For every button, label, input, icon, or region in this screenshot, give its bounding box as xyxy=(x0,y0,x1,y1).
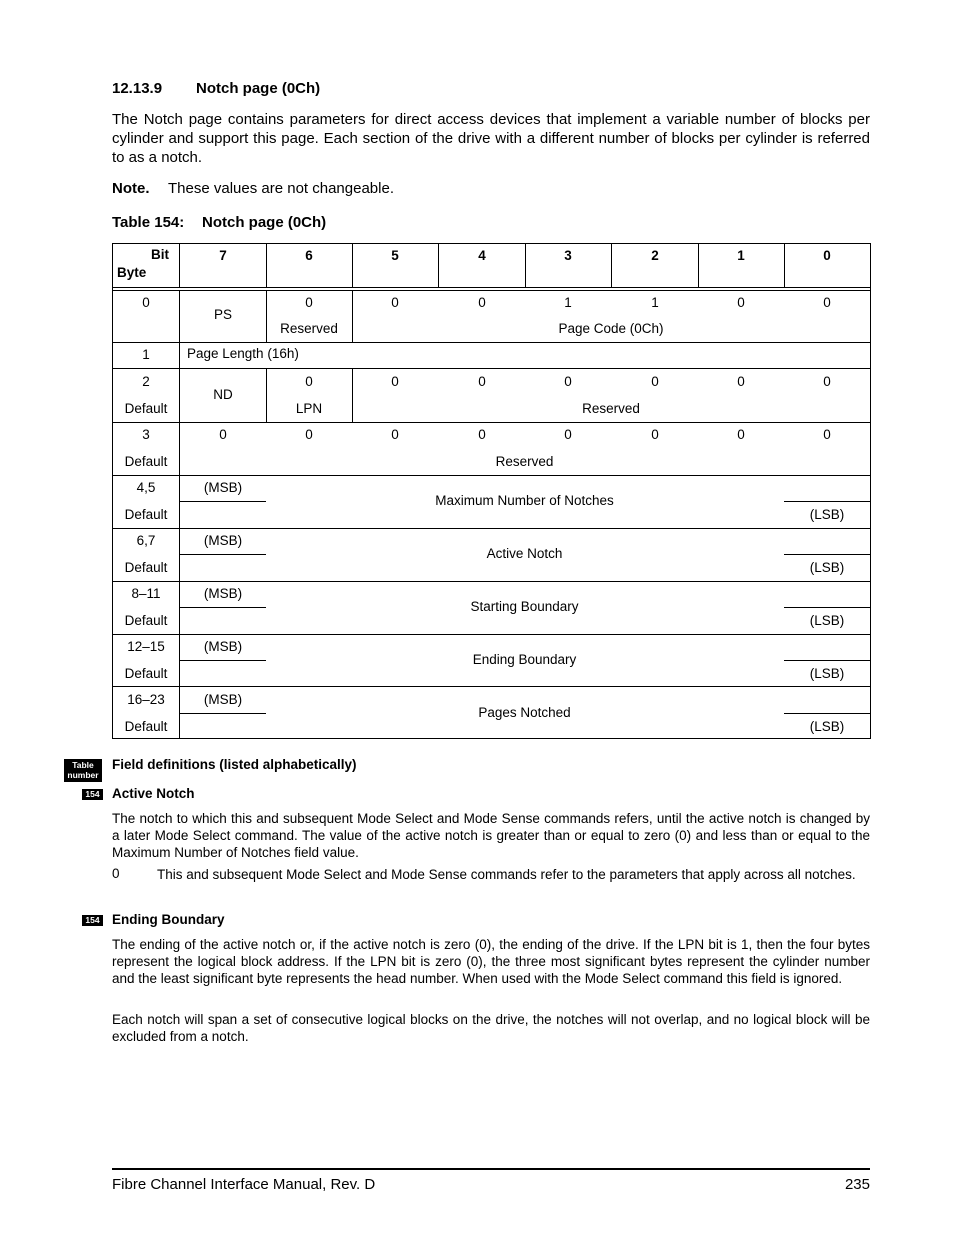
bit-header-7: 7 xyxy=(219,248,227,263)
row3-bit4-value: 0 xyxy=(478,427,486,442)
byte-1: 1 xyxy=(142,347,150,362)
msb-marker: (MSB) xyxy=(203,692,243,707)
bit-header-2: 2 xyxy=(651,248,659,263)
byte-6-7: 6,7 xyxy=(136,533,156,548)
header-bit: Bit xyxy=(151,247,169,262)
table-ref-badge: 154 xyxy=(82,789,103,800)
byte-12-15: 12–15 xyxy=(127,639,165,654)
ending-boundary-description: The ending of the active notch or, if the active notch is zero (0), the ending of the drive. If the LPN bit is 1, then the four bytes represent the logical block address. If the LPN bit is zero (0), the three most significant bytes represent the cylinder number and the least significant byte represents the head number. When used with the Mode Select command this field is ignored. xyxy=(112,937,870,986)
row3-reserved: Reserved xyxy=(495,454,554,469)
lsb-marker: (LSB) xyxy=(809,560,845,575)
byte-3-default: Default xyxy=(124,454,168,469)
row3-bit1-value: 0 xyxy=(737,427,745,442)
section-number: 12.13.9 xyxy=(112,80,163,97)
bit-header-3: 3 xyxy=(564,248,572,263)
row2-bit3-value: 0 xyxy=(564,374,572,389)
byte-2-default: Default xyxy=(124,401,168,416)
table-number-tag-line1: Table xyxy=(72,760,94,770)
field-definitions-title: Field definitions (listed alphabetically) xyxy=(112,757,357,772)
field-name-active-notch: Active Notch xyxy=(112,786,195,801)
msb-marker: (MSB) xyxy=(203,480,243,495)
row0-bit0-value: 0 xyxy=(823,295,831,310)
lsb-marker: (LSB) xyxy=(809,719,845,734)
max-number-of-notches-field: Maximum Number of Notches xyxy=(435,493,614,508)
row0-bit6-value: 0 xyxy=(305,295,313,310)
note-text: These values are not changeable. xyxy=(168,180,394,197)
row2-bit2-value: 0 xyxy=(651,374,659,389)
row2-bit5-value: 0 xyxy=(391,374,399,389)
table-number-tag-line2: number xyxy=(67,770,99,780)
header-byte: Byte xyxy=(117,265,147,280)
byte-0: 0 xyxy=(142,295,150,310)
note-label: Note. xyxy=(112,180,150,197)
row3-bit3-value: 0 xyxy=(564,427,572,442)
starting-boundary-field: Starting Boundary xyxy=(470,599,579,614)
byte-3: 3 xyxy=(142,427,150,442)
row3-bit7-value: 0 xyxy=(219,427,227,442)
table-caption-title: Notch page (0Ch) xyxy=(202,214,327,231)
ending-boundary-description-2: Each notch will span a set of consecutive logical blocks on the drive, the notches will not overlap, and no logical block will be excluded from a notch. xyxy=(112,1012,870,1044)
page-length-field: Page Length (16h) xyxy=(187,346,299,361)
value-item-text: This and subsequent Mode Select and Mode Sense commands refer to the parameters that apply across all notches. xyxy=(157,867,856,882)
row2-bit0-value: 0 xyxy=(823,374,831,389)
row2-bit6-value: 0 xyxy=(305,374,313,389)
row0-bit5-value: 0 xyxy=(391,295,399,310)
row0-reserved: Reserved xyxy=(280,321,338,336)
nd-field: ND xyxy=(213,387,233,402)
bit-header-4: 4 xyxy=(478,248,486,263)
footer-title: Fibre Channel Interface Manual, Rev. D xyxy=(112,1176,376,1193)
field-name-ending-boundary: Ending Boundary xyxy=(112,912,225,927)
row3-bit0-value: 0 xyxy=(823,427,831,442)
msb-marker: (MSB) xyxy=(203,533,243,548)
row0-bit2-value: 1 xyxy=(651,295,659,310)
byte-2: 2 xyxy=(142,374,150,389)
row2-bit1-value: 0 xyxy=(737,374,745,389)
byte-12-15-default: Default xyxy=(124,666,168,681)
row0-bit3-value: 1 xyxy=(564,295,572,310)
pages-notched-field: Pages Notched xyxy=(478,705,571,720)
byte-4-5: 4,5 xyxy=(136,480,156,495)
table-ref-badge: 154 xyxy=(82,915,103,926)
page-code-field: Page Code (0Ch) xyxy=(558,321,664,336)
active-notch-description: The notch to which this and subsequent Mode Select and Mode Sense commands refers, until the active notch is changed by a later Mode Select command. The value of the active notch is greater than or equal to zero (0) and less than or equal to the Maximum Number of Notches field value. xyxy=(112,811,870,860)
section-title: Notch page (0Ch) xyxy=(196,80,321,97)
bit-header-0: 0 xyxy=(823,248,831,263)
byte-16-23: 16–23 xyxy=(127,692,165,707)
row0-bit4-value: 0 xyxy=(478,295,486,310)
lsb-marker: (LSB) xyxy=(809,507,845,522)
table-caption-label: Table 154: xyxy=(112,214,185,231)
bit-header-1: 1 xyxy=(737,248,745,263)
msb-marker: (MSB) xyxy=(203,639,243,654)
msb-marker: (MSB) xyxy=(203,586,243,601)
row3-bit6-value: 0 xyxy=(305,427,313,442)
intro-paragraph: The Notch page contains parameters for direct access devices that implement a variable number of blocks per cylinder and support this page. Each section of the drive with a different number of blocks per cylinder is referred to as a notch. xyxy=(112,111,870,166)
row3-bit5-value: 0 xyxy=(391,427,399,442)
byte-4-5-default: Default xyxy=(124,507,168,522)
bit-header-6: 6 xyxy=(305,248,313,263)
lsb-marker: (LSB) xyxy=(809,613,845,628)
ending-boundary-field: Ending Boundary xyxy=(472,652,577,667)
lpn-field: LPN xyxy=(295,401,323,416)
row3-bit2-value: 0 xyxy=(651,427,659,442)
value-item-value: 0 xyxy=(112,866,120,881)
byte-16-23-default: Default xyxy=(124,719,168,734)
byte-6-7-default: Default xyxy=(124,560,168,575)
row2-bit4-value: 0 xyxy=(478,374,486,389)
bit-header-5: 5 xyxy=(391,248,399,263)
footer-rule xyxy=(112,1168,870,1170)
active-notch-field: Active Notch xyxy=(486,546,563,561)
table-number-tag xyxy=(64,759,102,782)
byte-8-11-default: Default xyxy=(124,613,168,628)
page-number: 235 xyxy=(844,1176,870,1193)
lsb-marker: (LSB) xyxy=(809,666,845,681)
ps-field: PS xyxy=(213,307,232,322)
row2-reserved: Reserved xyxy=(582,401,640,416)
row0-bit1-value: 0 xyxy=(737,295,745,310)
notch-page-table xyxy=(112,243,871,739)
byte-8-11: 8–11 xyxy=(131,586,161,601)
